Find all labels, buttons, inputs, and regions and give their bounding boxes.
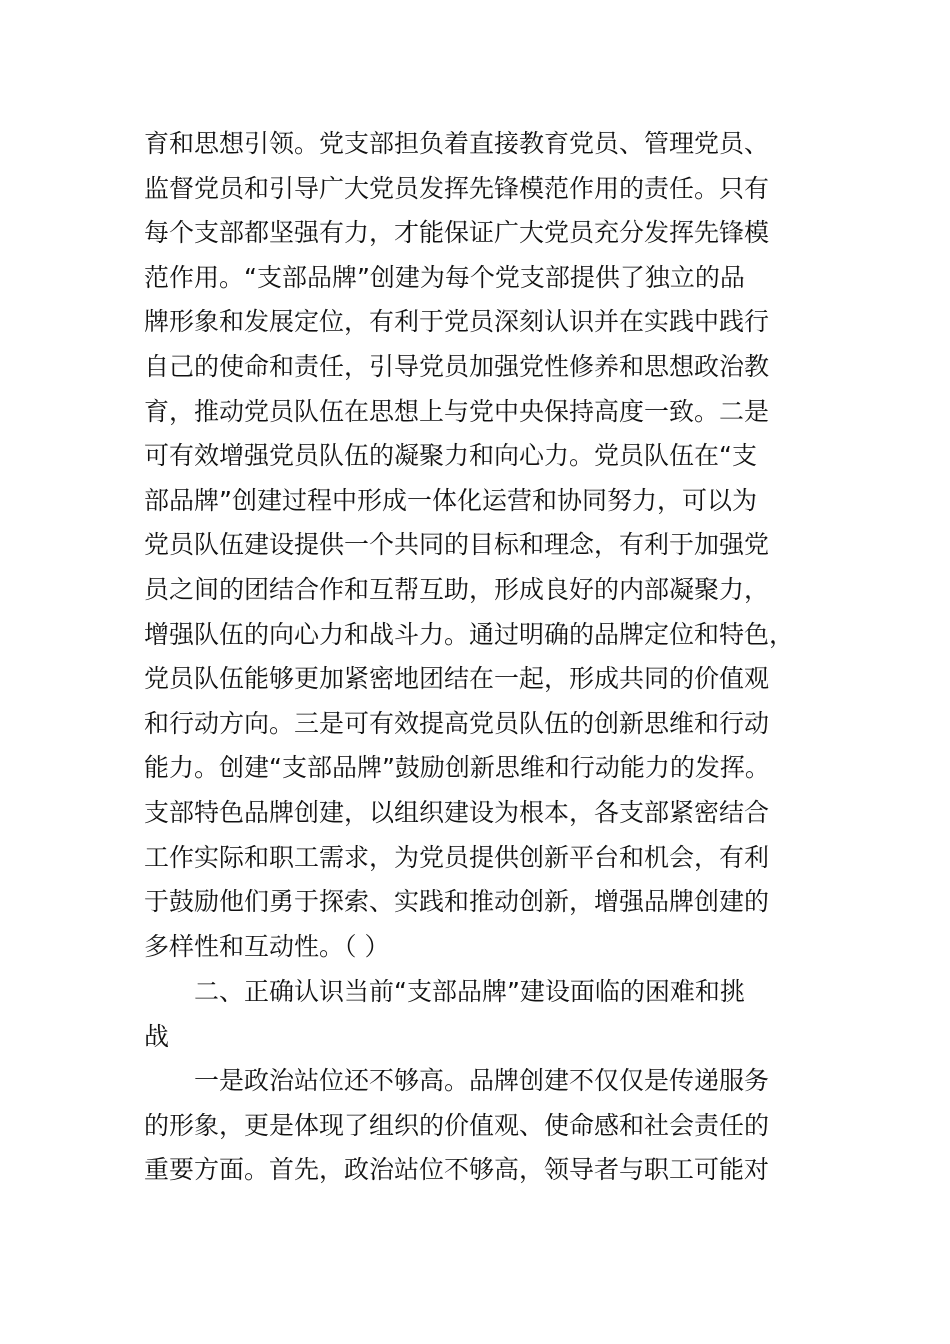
text-line: 一是政治站位还不够高。品牌创建不仅仅是传递服务 — [194, 1066, 770, 1095]
text-line: 于鼓励他们勇于探索、实践和推动创新，增强品牌创建的 — [144, 887, 770, 917]
text-line: 多样性和互动性。（ ） — [144, 931, 390, 961]
text-line: 自己的使命和责任，引导党员加强党性修养和思想政治教 — [144, 351, 770, 381]
text-line: 范作用。“支部品牌”创建为每个党支部提供了独立的品 — [144, 262, 745, 292]
text-line: 重要方面。首先，政治站位不够高，领导者与职工可能对 — [144, 1155, 770, 1185]
heading-line: 二、正确认识当前“支部品牌”建设面临的困难和挑 — [194, 977, 745, 1006]
body-paragraph — [144, 1059, 814, 1193]
text-line: 可有效增强党员队伍的凝聚力和向心力。党员队伍在“支 — [144, 441, 757, 471]
text-line: 支部特色品牌创建，以组织建设为根本，各支部紧密结合 — [144, 797, 770, 827]
text-line: 能力。创建“支部品牌”鼓励创新思维和行动能力的发挥。 — [144, 753, 770, 783]
section-heading — [144, 970, 814, 1059]
heading-line: 战 — [144, 1021, 170, 1051]
text-line: 和行动方向。三是可有效提高党员队伍的创新思维和行动 — [144, 708, 770, 738]
text-line: 工作实际和职工需求，为党员提供创新平台和机会，有利 — [144, 842, 770, 872]
text-line: 党员队伍建设提供一个共同的目标和理念，有利于加强党 — [144, 530, 770, 560]
text-line: 育和思想引领。党支部担负着直接教育党员、管理党员、 — [144, 129, 770, 158]
text-line: 党员队伍能够更加紧密地团结在一起，形成共同的价值观 — [144, 664, 770, 694]
text-line: 员之间的团结合作和互帮互助，形成良好的内部凝聚力， — [144, 574, 770, 604]
body-paragraph — [144, 122, 814, 969]
text-line: 监督党员和引导广大党员发挥先锋模范作用的责任。只有 — [144, 173, 770, 203]
text-line: 的形象，更是体现了组织的价值观、使命感和社会责任的 — [144, 1110, 770, 1140]
text-line: 增强队伍的向心力和战斗力。通过明确的品牌定位和特色， — [144, 619, 795, 649]
text-line: 每个支部都坚强有力，才能保证广大党员充分发挥先锋模 — [144, 218, 770, 248]
text-line: 育，推动党员队伍在思想上与党中央保持高度一致。二是 — [144, 396, 770, 426]
text-line: 牌形象和发展定位，有利于党员深刻认识并在实践中践行 — [144, 307, 770, 337]
text-line: 部品牌”创建过程中形成一体化运营和协同努力，可以为 — [144, 485, 757, 515]
